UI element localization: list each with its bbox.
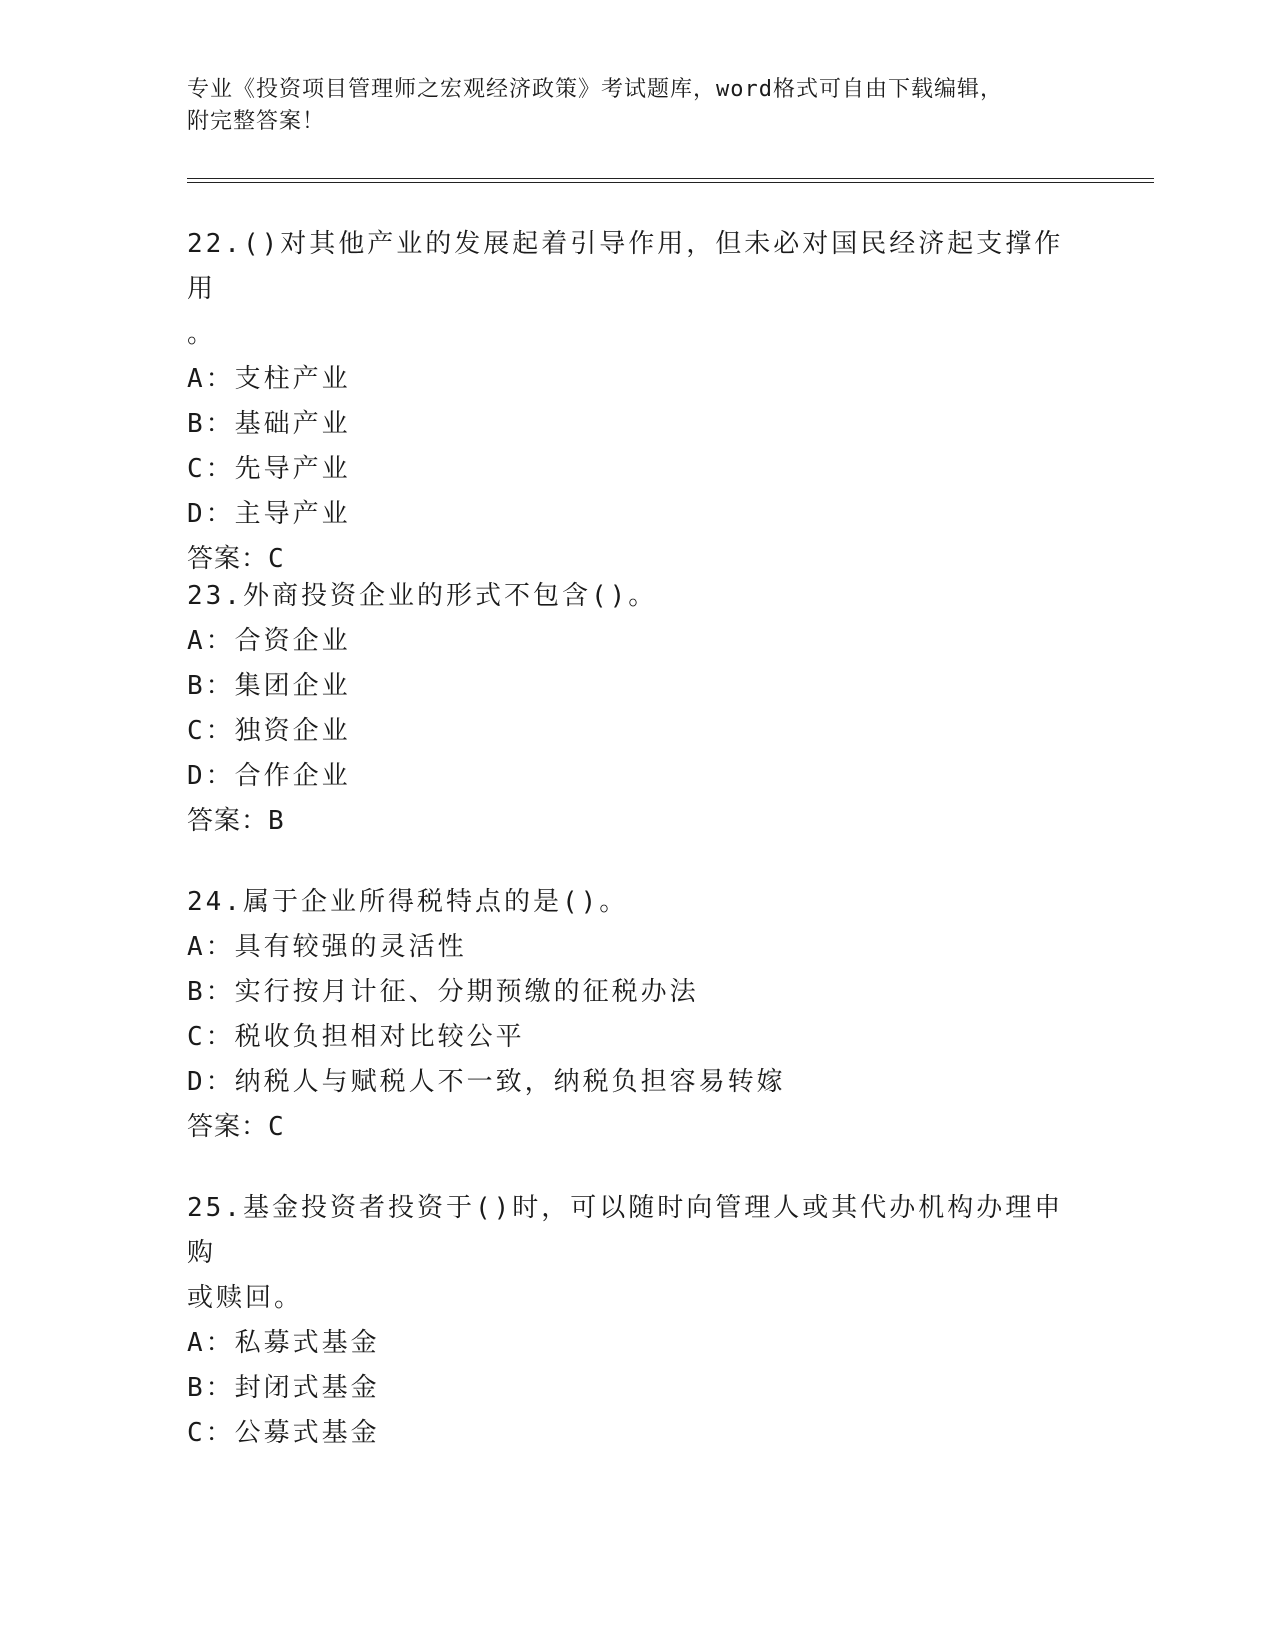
option-c: C：公募式基金	[187, 1418, 380, 1448]
option-b: B：基础产业	[187, 409, 351, 439]
question-25	[187, 1186, 1087, 1456]
question-stem: 22.()对其他产业的发展起着引导作用，但未必对国民经济起支撑作用 。	[187, 229, 1064, 349]
option-a: A：支柱产业	[187, 364, 351, 394]
answer-value: C	[268, 544, 285, 574]
answer-label: 答案：	[187, 544, 269, 574]
answer-label: 答案：	[187, 1112, 269, 1142]
question-stem: 25.基金投资者投资于()时，可以随时向管理人或其代办机构办理申购 或赎回。	[187, 1193, 1064, 1313]
answer-label: 答案：	[187, 806, 269, 836]
option-a: A：私募式基金	[187, 1328, 380, 1358]
option-c: C：独资企业	[187, 716, 351, 746]
header-double-rule	[187, 178, 1154, 183]
option-b: B：封闭式基金	[187, 1373, 380, 1403]
option-a: A：具有较强的灵活性	[187, 932, 467, 962]
option-d: D：合作企业	[187, 761, 351, 791]
header-line-1: 专业《投资项目管理师之宏观经济政策》考试题库，word格式可自由下载编辑，	[187, 77, 1003, 102]
option-c: C：税收负担相对比较公平	[187, 1022, 525, 1052]
question-24	[187, 880, 1087, 1150]
option-b: B：集团企业	[187, 671, 351, 701]
option-a: A：合资企业	[187, 626, 351, 656]
answer-value: B	[268, 806, 285, 836]
question-23	[187, 574, 1087, 844]
document-header	[187, 74, 1077, 138]
answer-line	[187, 799, 1087, 844]
header-line-2: 附完整答案！	[187, 109, 326, 134]
option-d: D：主导产业	[187, 499, 351, 529]
question-22	[187, 222, 1087, 582]
answer-line	[187, 1105, 1087, 1150]
answer-value: C	[268, 1112, 285, 1142]
question-stem: 24.属于企业所得税特点的是()。	[187, 887, 629, 917]
option-b: B：实行按月计征、分期预缴的征税办法	[187, 977, 699, 1007]
option-c: C：先导产业	[187, 454, 351, 484]
question-stem: 23.外商投资企业的形式不包含()。	[187, 581, 658, 611]
option-d: D：纳税人与赋税人不一致，纳税负担容易转嫁	[187, 1067, 786, 1097]
